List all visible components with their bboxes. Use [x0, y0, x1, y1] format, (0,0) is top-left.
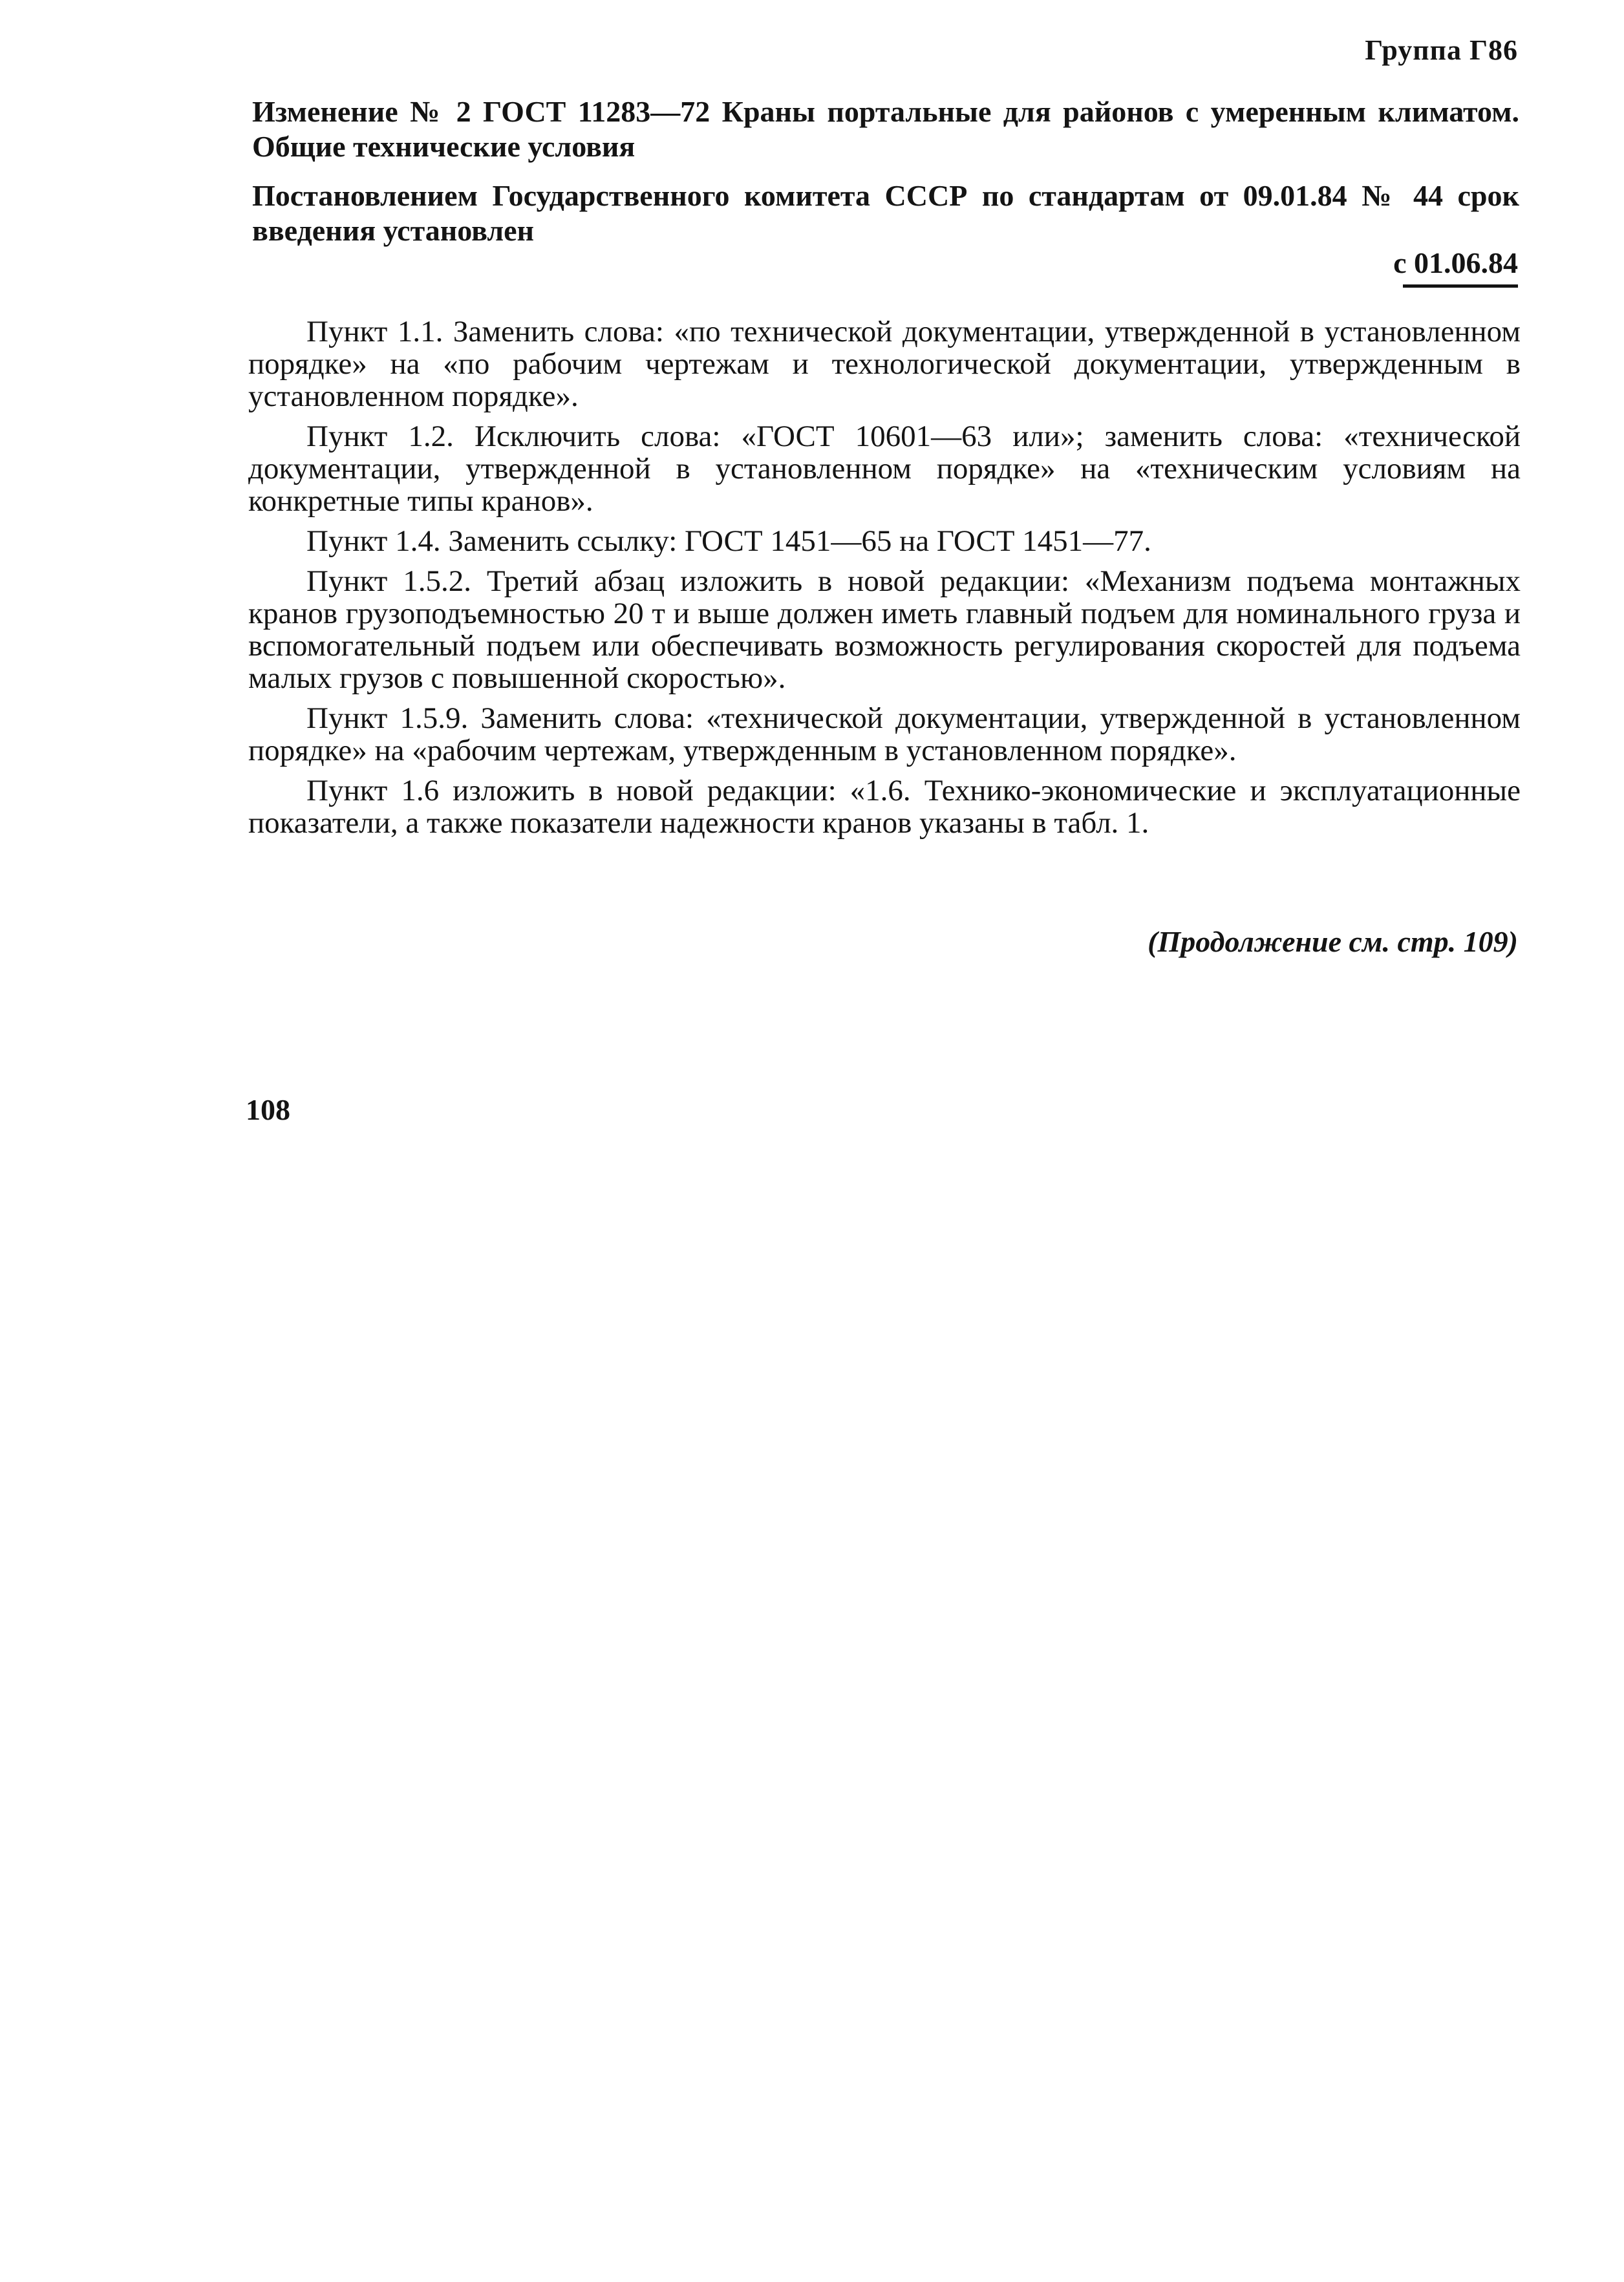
- effective-date-underline: [1403, 284, 1518, 288]
- paragraph-1-2: Пункт 1.2. Исключить слова: «ГОСТ 10601—63 или»; заменить слова: «технической документации, утвержденной в установленном порядке» на «техническим условиям на конкретные типы кранов».: [248, 420, 1521, 518]
- amendment-title: Изменение № 2 ГОСТ 11283—72 Краны портальные для районов с умеренным климатом. Общие технические условия: [252, 95, 1519, 163]
- decree-statement: Постановлением Государственного комитета СССР по стандартам от 09.01.84 № 44 срок введения установлен: [252, 179, 1519, 247]
- amendment-body: [248, 315, 1521, 847]
- page-number: 108: [246, 1093, 290, 1126]
- effective-date: с 01.06.84: [1393, 246, 1518, 279]
- paragraph-1-1: Пункт 1.1. Заменить слова: «по технической документации, утвержденной в установленном порядке» на «по рабочим чертежам и технологической документации, утвержденным в установленном порядке».: [248, 315, 1521, 413]
- paragraph-1-5-9: Пункт 1.5.9. Заменить слова: «технической документации, утвержденной в установленном порядке» на «рабочим чертежам, утвержденным в установленном порядке».: [248, 701, 1521, 767]
- continuation-note: (Продолжение см. стр. 109): [1148, 925, 1518, 958]
- paragraph-1-6: Пункт 1.6 изложить в новой редакции: «1.6. Технико-экономические и эксплуатационные показатели, а также показатели надежности кранов указаны в табл. 1.: [248, 774, 1521, 840]
- paragraph-1-5-2: Пункт 1.5.2. Третий абзац изложить в новой редакции: «Механизм подъема монтажных кранов грузоподъемностью 20 т и выше должен иметь главный подъем для номинального груза и вспомогательный подъем или обеспечивать возможность регулирования скоростей для подъема малых грузов с повышенной скоростью».: [248, 564, 1521, 695]
- group-code: Группа Г86: [1365, 34, 1518, 66]
- paragraph-1-4: Пункт 1.4. Заменить ссылку: ГОСТ 1451—65 на ГОСТ 1451—77.: [306, 524, 1151, 558]
